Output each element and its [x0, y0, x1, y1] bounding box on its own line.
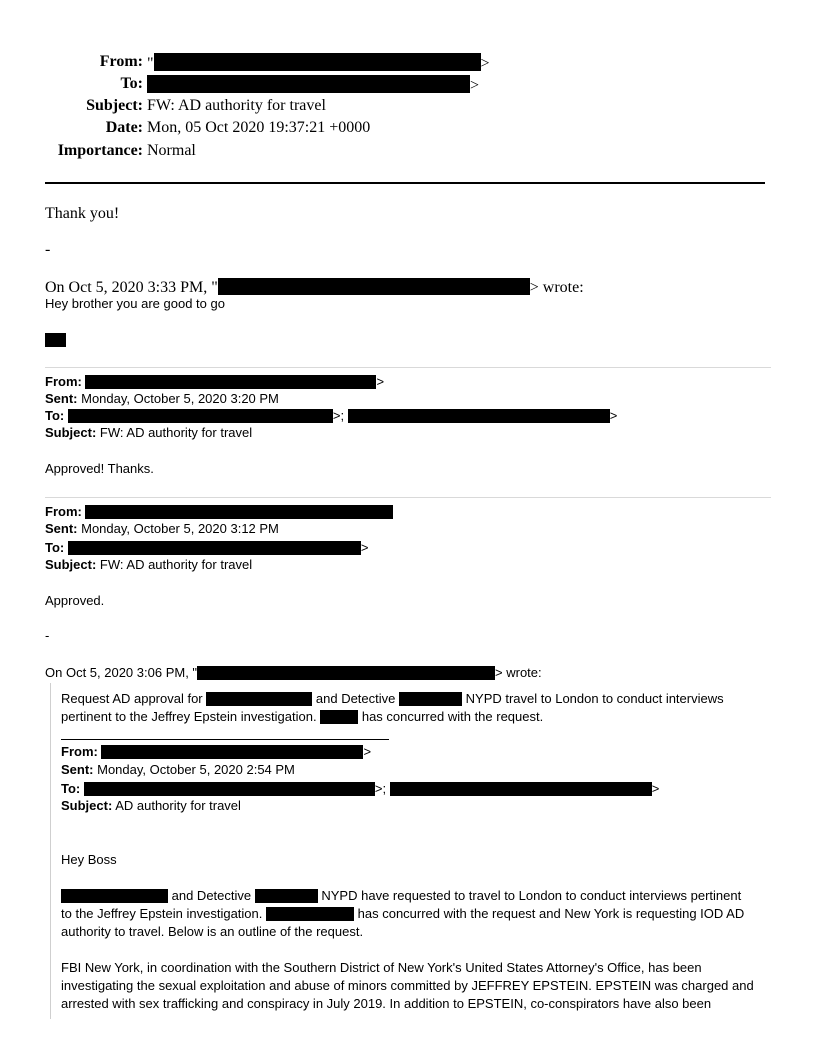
sent-value: Monday, October 5, 2020 2:54 PM	[97, 762, 295, 777]
redaction-box	[85, 375, 376, 389]
importance-value: Normal	[147, 142, 196, 159]
msg2-subject	[45, 556, 252, 573]
text-segment: and Detective	[171, 888, 252, 903]
reply-intro-prefix: On Oct 5, 2020 3:33 PM, "	[45, 279, 218, 296]
subject-label: Subject:	[45, 425, 97, 440]
msg2-sent	[45, 520, 279, 537]
text-segment: Request AD approval for	[61, 691, 203, 706]
redaction-box	[61, 889, 168, 903]
redaction-box	[84, 782, 375, 796]
separator-dash: -	[45, 628, 50, 643]
quote-divider	[61, 739, 389, 740]
msg1-body: Approved! Thanks.	[45, 461, 154, 476]
from-value	[147, 53, 490, 73]
reply-intro-suffix: > wrote:	[529, 279, 584, 296]
redaction-box	[68, 541, 361, 555]
importance-label: Importance:	[57, 142, 143, 159]
quoted-sent	[61, 761, 295, 778]
paragraph-1-line-3: authority to travel. Below is an outline of the request.	[61, 924, 364, 939]
msg1-subject	[45, 424, 252, 441]
redaction-box	[255, 889, 318, 903]
to-label: To:	[45, 408, 65, 423]
greeting: Hey Boss	[61, 852, 117, 867]
redaction-box	[320, 710, 358, 724]
to-label: To:	[120, 75, 143, 92]
to-suffix: >	[360, 540, 369, 555]
from-label: From:	[99, 53, 143, 70]
separator-dash: -	[45, 241, 51, 258]
to-label: To:	[45, 540, 65, 555]
redaction-box	[348, 409, 610, 423]
paragraph-2-line-1: FBI New York, in coordination with the Southern District of New York's United States Attorney's Office, has been	[61, 960, 702, 975]
to-value	[147, 75, 479, 95]
to-suffix: >	[651, 781, 660, 796]
paragraph-2-line-2: investigating the sexual exploitation and abuse of minors committed by JEFFREY EPSTEIN. EPSTEIN was charged and	[61, 978, 754, 993]
to-separator: >;	[332, 408, 345, 423]
from-suffix: >	[363, 744, 372, 759]
redaction-box	[68, 409, 333, 423]
text-segment: has concurred with the request.	[361, 709, 544, 724]
to-suffix: >	[609, 408, 618, 423]
subject-value: FW: AD authority for travel	[99, 425, 253, 440]
from-suffix: >	[376, 374, 385, 389]
from-label: From:	[45, 504, 82, 519]
subject-value: AD authority for travel	[115, 798, 241, 813]
sent-label: Sent:	[45, 521, 78, 536]
request-line-1	[61, 690, 724, 707]
msg1-from	[45, 373, 384, 390]
subject-value: FW: AD authority for travel	[147, 97, 326, 114]
msg2-from	[45, 503, 393, 520]
text-segment: and Detective	[315, 691, 396, 706]
paragraph-1-line-2	[61, 905, 744, 922]
date-value: Mon, 05 Oct 2020 19:37:21 +0000	[147, 119, 371, 136]
from-prefix: "	[147, 55, 154, 72]
text-segment: to the Jeffrey Epstein investigation.	[61, 906, 263, 921]
msg2-to	[45, 539, 368, 556]
quote-intro-prefix: On Oct 5, 2020 3:06 PM, "	[45, 665, 198, 680]
date-label: Date:	[105, 119, 143, 136]
text-segment: NYPD have requested to travel to London to conduct interviews pertinent	[321, 888, 742, 903]
sent-value: Monday, October 5, 2020 3:20 PM	[81, 391, 279, 406]
redaction-box	[218, 278, 530, 295]
msg2-quote-intro	[45, 664, 542, 681]
signature-redaction	[45, 333, 66, 347]
subject-label: Subject:	[86, 97, 143, 114]
msg2-body: Approved.	[45, 593, 105, 608]
text-segment: pertinent to the Jeffrey Epstein investigation.	[61, 709, 317, 724]
redaction-box	[197, 666, 495, 680]
to-label: To:	[61, 781, 81, 796]
quote-intro-suffix: > wrote:	[495, 665, 542, 680]
to-separator: >;	[374, 781, 387, 796]
msg1-sent	[45, 390, 279, 407]
redaction-box	[266, 907, 354, 921]
message-divider	[45, 367, 771, 368]
redaction-box	[85, 505, 393, 519]
quoted-from	[61, 743, 371, 760]
paragraph-1-line-1	[61, 887, 741, 904]
from-suffix: >	[480, 55, 490, 72]
request-line-2	[61, 708, 543, 725]
msg1-to	[45, 407, 617, 424]
sent-value: Monday, October 5, 2020 3:12 PM	[81, 521, 279, 536]
sent-label: Sent:	[45, 391, 78, 406]
quote-bar	[50, 683, 51, 1019]
message-divider	[45, 497, 771, 498]
reply-text: Hey brother you are good to go	[45, 296, 225, 311]
subject-label: Subject:	[61, 798, 113, 813]
thank-you-text: Thank you!	[45, 205, 120, 222]
paragraph-2-line-3: arrested with sex trafficking and conspiracy in July 2019. In addition to EPSTEIN, co-conspirators have also been	[61, 996, 712, 1011]
text-segment: NYPD travel to London to conduct interviews	[465, 691, 724, 706]
text-segment: has concurred with the request and New York is requesting IOD AD	[357, 906, 745, 921]
to-suffix: >	[470, 77, 480, 94]
quoted-subject	[61, 797, 241, 814]
redaction-box	[147, 75, 470, 93]
sent-label: Sent:	[61, 762, 94, 777]
subject-label: Subject:	[45, 557, 97, 572]
redaction-box	[154, 53, 481, 71]
redaction-box	[390, 782, 652, 796]
redaction-box	[101, 745, 363, 759]
subject-value: FW: AD authority for travel	[99, 557, 253, 572]
redaction-box	[399, 692, 462, 706]
header-divider	[45, 182, 765, 184]
quoted-to	[61, 780, 659, 797]
from-label: From:	[45, 374, 82, 389]
redaction-box	[206, 692, 312, 706]
from-label: From:	[61, 744, 98, 759]
